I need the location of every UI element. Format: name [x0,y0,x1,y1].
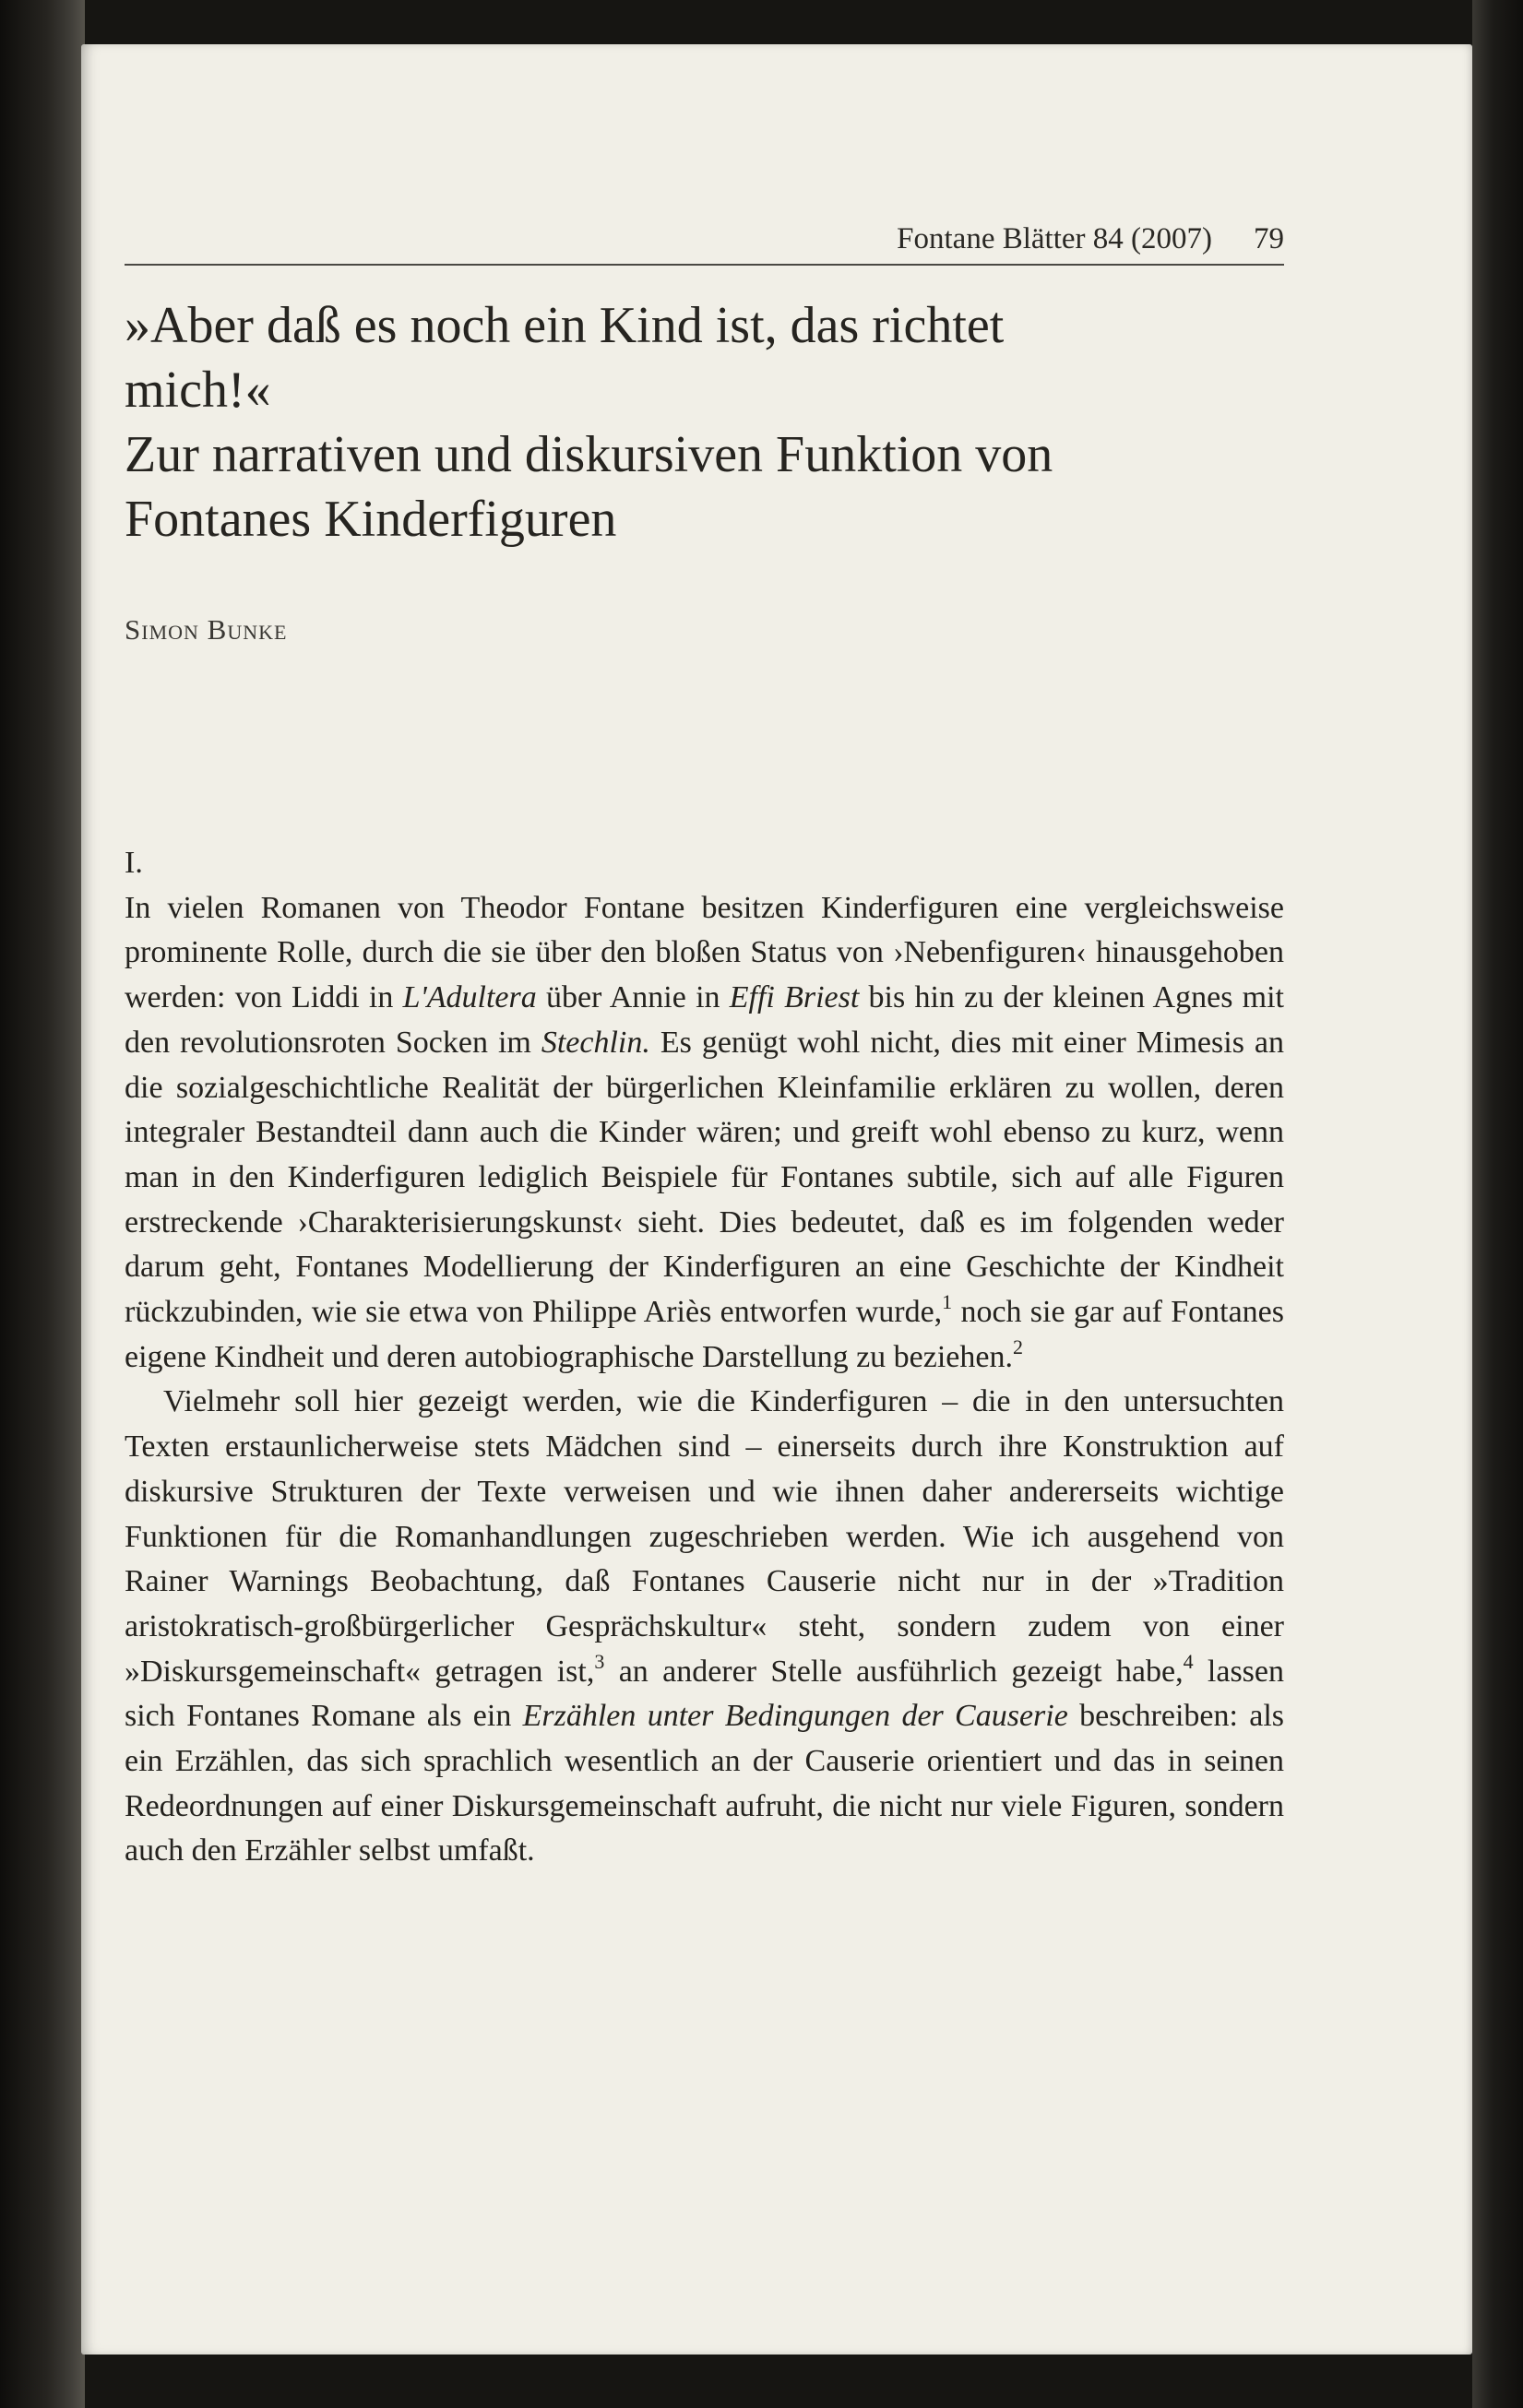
text-run: über Annie in [536,980,730,1015]
title-line: mich!« [125,362,271,419]
italic-title: Stechlin. [541,1025,650,1060]
text-run: bis hin zu der kleinen Agnes mit den revolutionsroten Socken im [125,980,1284,1060]
footnote-marker[interactable]: 4 [1183,1649,1194,1673]
author-name: Simon Bunke [125,613,288,646]
footnote-marker[interactable]: 1 [942,1290,953,1314]
subtitle-line: Fontanes Kinderfiguren [125,491,617,548]
paragraph [125,1380,1284,1874]
paragraph [125,886,1284,1381]
text-run: Vielmehr soll hier gezeigt werden, wie die Kinderfiguren – die in den untersuchten Texten erstaunlicherweise stets Mädchen sind – einerseits durch ihre Konstruktion auf diskursive Strukturen der Texte verweisen und wie ihnen daher andererseits wichtige Funktionen für die Romanhandlungen zugeschrieben werden. Wie ich ausgehend von Rainer Warnings Beobachtung, daß Fontanes Causerie nicht nur in der »Tradition aristokratisch-großbürgerlicher Gesprächskultur« steht, sondern zudem von einer »Diskursgemeinschaft« getragen ist, [125,1384,1284,1689]
footnote-marker[interactable]: 2 [1013,1334,1023,1358]
book-spine-shadow [0,0,85,2408]
article-title [125,293,1259,552]
italic-phrase: Erzählen unter Bedingungen der Causerie [522,1699,1068,1734]
text-run: In vielen Romanen von Theodor Fontane besitzen Kinderfiguren eine vergleichsweise prominente Rolle, durch die sie über den bloßen Status von ›Nebenfiguren‹ hinausgehoben werden: von Liddi in [125,890,1284,1015]
text-run: noch sie gar auf Fontanes eigene Kindheit und deren autobiographische Darstellung zu beziehen. [125,1295,1284,1374]
text-run: lassen sich Fontanes Romane als ein [125,1654,1284,1734]
italic-title: L'Adultera [402,980,537,1015]
article-body [125,841,1284,1874]
italic-title: Effi Briest [729,980,860,1015]
text-run: beschreiben: als ein Erzählen, das sich sprachlich wesentlich an der Causerie orientiert und das in seinen Redeordnungen auf einer Diskursgemeinschaft aufruht, die nicht nur viele Figuren, sondern auch den Erzähler selbst umfaßt. [125,1699,1284,1868]
title-line: »Aber daß es noch ein Kind ist, das richtet [125,297,1005,354]
journal-citation: Fontane Blätter 84 (2007) [897,222,1212,255]
subtitle-line: Zur narrativen und diskursiven Funktion von [125,426,1053,483]
text-run: an anderer Stelle ausführlich gezeigt habe, [604,1654,1184,1689]
running-header [125,221,1284,266]
page-number: 79 [1254,222,1284,255]
section-heading: I. [125,846,143,880]
page-right-edge [1472,0,1523,2408]
footnote-marker[interactable]: 3 [594,1649,605,1673]
text-run: Es genügt wohl nicht, dies mit einer Mimesis an die sozialgeschichtliche Realität der bürgerlichen Kleinfamilie erklären zu wollen, deren integraler Bestandteil dann auch die Kinder wären; und greift wohl ebenso zu kurz, wenn man in den Kinderfiguren lediglich Beispiele für Fontanes subtile, sich auf alle Figuren erstreckende ›Charakterisierungskunst‹ sieht. Dies bedeutet, daß es im folgenden weder darum geht, Fontanes Modellierung der Kinderfiguren an eine Geschichte der Kindheit rückzubinden, wie sie etwa von Philippe Ariès entworfen wurde, [125,1025,1284,1330]
